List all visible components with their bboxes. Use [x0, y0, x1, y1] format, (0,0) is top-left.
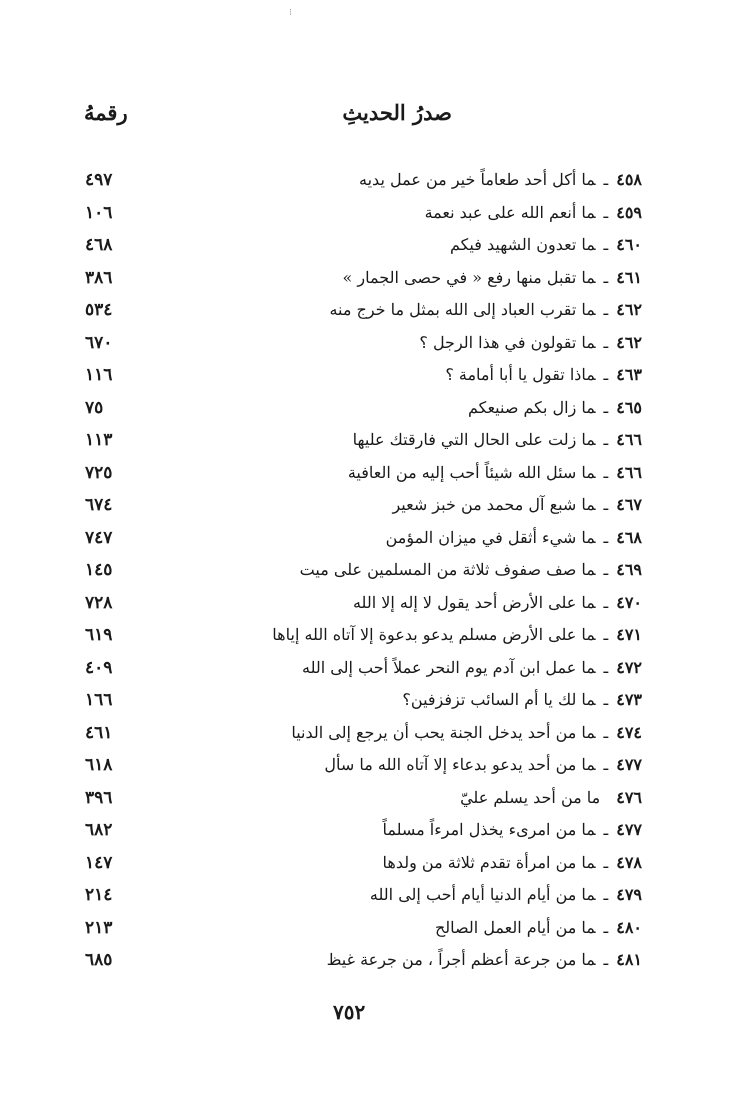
- index-entry: [450, 233, 642, 257]
- entry-page: ٣٩٦: [85, 787, 113, 808]
- index-entry: [419, 331, 642, 355]
- entry-page: ٦٧٤: [85, 495, 113, 515]
- entry-page: ٦١٩: [85, 625, 113, 645]
- entry-text: ماذا تقول يا أبا أمامة ؟: [445, 365, 596, 384]
- entry-dash: ـ: [603, 885, 609, 904]
- index-entry: [402, 688, 642, 712]
- index-row: [0, 428, 752, 461]
- entry-text: ما صف صفوف ثلاثة من المسلمين على ميت: [299, 560, 596, 579]
- entry-page: ١٠٦: [85, 202, 113, 223]
- entry-number: ٤٧٤: [616, 722, 642, 742]
- index-row: [0, 818, 752, 851]
- entry-page: ٧٥: [85, 397, 104, 418]
- entry-text: ما شيء أثقل في ميزان المؤمن: [385, 527, 596, 547]
- entry-text: ما تعدون الشهيد فيكم: [449, 235, 596, 254]
- entry-number: ٤٦٢: [616, 332, 642, 352]
- top-mark: ⁝: [289, 8, 292, 18]
- entry-dash: ـ: [603, 950, 609, 969]
- entry-text: ما أنعم الله على عبد نعمة: [424, 202, 596, 222]
- entry-text: ما تقرب العباد إلى الله بمثل ما خرج منه: [329, 300, 596, 319]
- entry-dash: ـ: [603, 365, 609, 384]
- entry-dash: ـ: [603, 495, 609, 514]
- index-entry: [435, 916, 642, 940]
- index-entry: [353, 428, 642, 452]
- index-row: [0, 883, 752, 916]
- entry-number: ٤٦٥: [616, 397, 642, 417]
- entry-number: ٤٦٩: [616, 560, 642, 579]
- entry-dash: ـ: [603, 560, 609, 579]
- index-entry: [359, 168, 642, 192]
- entry-dash: ـ: [603, 852, 609, 872]
- entry-page: ٦٨٥: [85, 950, 113, 970]
- entry-number: ٤٦٨: [616, 527, 642, 547]
- index-row: [0, 298, 752, 331]
- entry-page: ٥٣٤: [85, 300, 113, 320]
- entry-text: ما من جرعة أعظم أجراً ، من جرعة غيظ: [326, 950, 596, 969]
- entry-page: ٦٧٠: [85, 332, 113, 353]
- column-header-hadith-start: صدرُ الحديثِ: [342, 100, 452, 125]
- entry-text: ما من أحد يسلم عليّ: [460, 787, 601, 807]
- index-entry: [392, 493, 642, 517]
- index-entry: [272, 623, 642, 647]
- column-header-page-number: رقمهُ: [84, 100, 128, 125]
- entry-number: ٤٧٧: [616, 755, 642, 774]
- index-row: [0, 266, 752, 299]
- entry-page: ٧٢٥: [85, 462, 113, 483]
- entry-page: ١١٦: [85, 365, 113, 385]
- index-row: [0, 786, 752, 819]
- entry-page: ٦١٨: [85, 755, 113, 775]
- index-entry: [468, 396, 642, 420]
- index-row: [0, 916, 752, 949]
- entry-number: ٤٧١: [616, 625, 642, 644]
- index-row: [0, 753, 752, 786]
- index-row: [0, 851, 752, 884]
- entry-text: ما من امرأة تقدم ثلاثة من ولدها: [382, 852, 596, 872]
- index-row: [0, 623, 752, 656]
- index-row: [0, 526, 752, 559]
- entry-text: ما من أيام الدنيا أيام أحب إلى الله: [369, 885, 596, 904]
- index-row: [0, 493, 752, 526]
- entry-page: ٦٨٢: [85, 820, 113, 840]
- index-row: [0, 168, 752, 201]
- index-entry: [343, 266, 642, 290]
- entry-number: ٤٧٣: [616, 690, 642, 709]
- entry-number: ٤٦٦: [616, 462, 642, 482]
- entry-page: ١٤٧: [85, 852, 113, 873]
- index-row: [0, 461, 752, 494]
- entry-text: ما على الأرض مسلم يدعو بدعوة إلا آتاه الله إياها: [272, 625, 596, 644]
- entry-text: ما تقبل منها رفع « في حصى الجمار »: [342, 267, 596, 287]
- index-entry: [382, 818, 642, 842]
- index-row: [0, 201, 752, 234]
- index-row: [0, 721, 752, 754]
- index-row: [0, 948, 752, 981]
- entry-text: ما أكل أحد طعاماً خير من عمل يديه: [359, 170, 596, 189]
- entry-dash: ـ: [603, 462, 609, 482]
- index-entry: [383, 851, 642, 875]
- entry-text: ما من أيام العمل الصالح: [434, 917, 596, 937]
- entry-page: ٢١٣: [85, 917, 113, 938]
- index-entry: [329, 298, 642, 322]
- entry-text: ما من امرىء يخذل امرءاً مسلماً: [382, 820, 596, 839]
- entry-number: ٤٦٢: [616, 300, 642, 319]
- index-row: [0, 331, 752, 364]
- entry-number: ٤٧٦: [616, 787, 642, 807]
- entry-dash: ـ: [603, 820, 609, 839]
- entry-number: ٤٦٣: [616, 365, 642, 384]
- entry-dash: ـ: [603, 170, 609, 189]
- entry-page: ١٤٥: [85, 560, 113, 580]
- entry-text: ما على الأرض أحد يقول لا إله إلا الله: [352, 592, 596, 612]
- entry-number: ٤٧٩: [616, 885, 642, 904]
- entry-number: ٤٦١: [616, 267, 642, 287]
- entry-dash: ـ: [603, 755, 609, 774]
- entry-page: ١١٣: [85, 430, 113, 450]
- entry-page: ٤٦٨: [85, 235, 113, 255]
- index-entry: [353, 591, 642, 615]
- index-entry: [445, 363, 642, 387]
- entry-text: ما من أحد يدعو بدعاء إلا آتاه الله ما سأل: [324, 755, 596, 774]
- entry-dash: ـ: [603, 690, 609, 709]
- index-row: [0, 656, 752, 689]
- entry-text: ما زلت على الحال التي فارقتك عليها: [352, 430, 596, 449]
- entry-text: ما شبع آل محمد من خبز شعير: [392, 495, 596, 514]
- index-entry: [425, 201, 642, 225]
- entry-number: ٤٥٩: [616, 202, 642, 222]
- entry-text: ما لك يا أم السائب تزفزفين؟: [402, 690, 596, 709]
- entry-dash: ـ: [603, 430, 609, 449]
- entry-number: ٤٧٨: [616, 852, 642, 872]
- index-entry: [291, 721, 642, 745]
- entry-number: ٤٧٧: [616, 820, 642, 839]
- entry-dash: ـ: [603, 527, 609, 547]
- entry-dash: ـ: [603, 722, 609, 742]
- entry-page: ٤٦١: [85, 722, 113, 743]
- entry-number: ٤٦٦: [616, 430, 642, 449]
- index-row: [0, 688, 752, 721]
- index-entry: [348, 461, 642, 485]
- index-entry: [324, 753, 642, 777]
- entry-dash: ـ: [603, 657, 609, 677]
- entry-number: ٤٦٠: [616, 235, 642, 254]
- entry-number: ٤٧٠: [616, 592, 642, 612]
- page-number-footer: ٧٥٢: [333, 1000, 366, 1024]
- index-row: [0, 591, 752, 624]
- entry-text: ما زال بكم صنيعكم: [467, 397, 596, 417]
- entry-dash: ـ: [603, 625, 609, 644]
- entry-dash: ـ: [603, 917, 609, 937]
- entry-text: ما عمل ابن آدم يوم النحر عملاً أحب إلى الله: [301, 657, 596, 677]
- entry-number: ٤٦٧: [616, 495, 642, 514]
- index-entry: [386, 526, 642, 550]
- index-entry: [460, 786, 642, 810]
- index-entry: [300, 558, 642, 582]
- entry-dash: ـ: [603, 202, 609, 222]
- entry-number: ٤٨١: [616, 950, 642, 969]
- index-row: [0, 363, 752, 396]
- entry-dash: ـ: [603, 332, 609, 352]
- index-row: [0, 396, 752, 429]
- entry-page: ٧٤٧: [85, 527, 113, 548]
- index-entry: [327, 948, 642, 972]
- entry-dash: ـ: [603, 397, 609, 417]
- entry-dash: ـ: [603, 235, 609, 254]
- entry-number: ٤٥٨: [616, 170, 642, 189]
- entry-dash: ـ: [603, 300, 609, 319]
- index-row: [0, 233, 752, 266]
- entry-page: ٢١٤: [85, 885, 113, 905]
- entry-page: ٧٢٨: [85, 592, 113, 613]
- entry-number: ٤٨٠: [616, 917, 642, 937]
- index-entry: [302, 656, 642, 680]
- entry-number: ٤٧٢: [616, 657, 642, 677]
- index-list: [0, 168, 752, 981]
- entry-dash: ـ: [603, 267, 609, 287]
- entry-text: ما من أحد يدخل الجنة يحب أن يرجع إلى الدنيا: [291, 722, 596, 742]
- entry-page: ٤٩٧: [85, 170, 113, 190]
- entry-page: ١٦٦: [85, 690, 113, 710]
- entry-text: ما سئل الله شيئاً أحب إليه من العافية: [347, 462, 596, 482]
- entry-page: ٤٠٩: [85, 657, 113, 678]
- index-entry: [370, 883, 642, 907]
- entry-text: ما تقولون في هذا الرجل ؟: [419, 332, 596, 352]
- entry-page: ٣٨٦: [85, 267, 113, 288]
- entry-dash: ـ: [603, 592, 609, 612]
- index-row: [0, 558, 752, 591]
